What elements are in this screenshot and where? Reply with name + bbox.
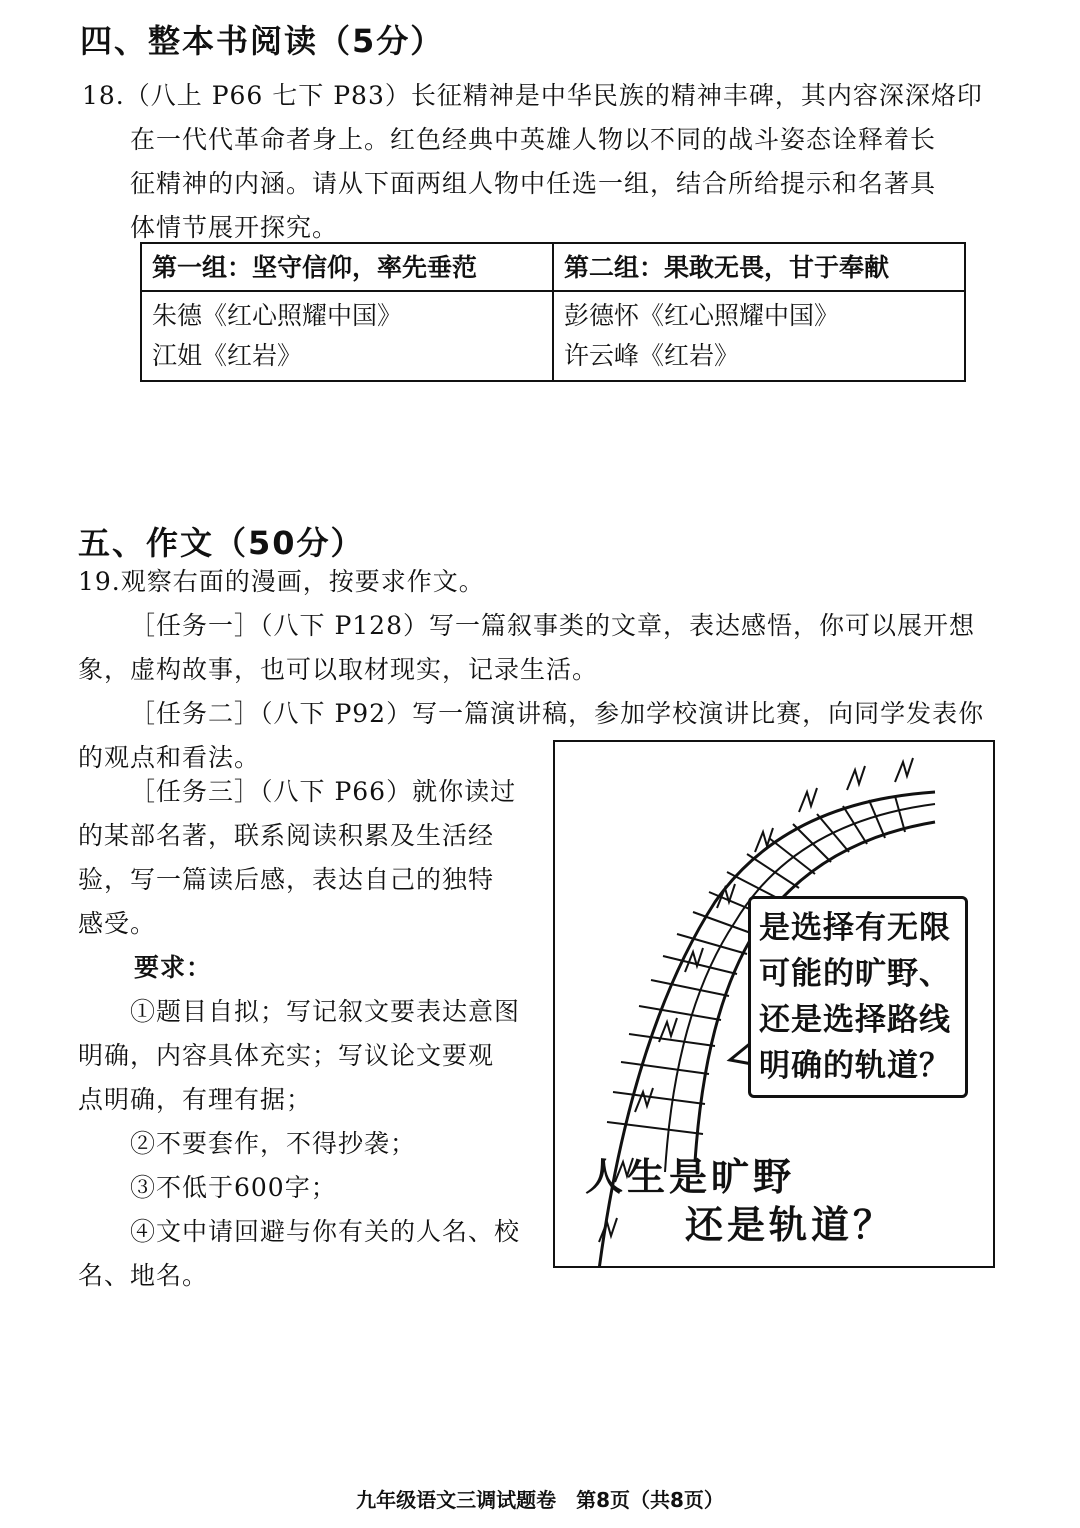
character-groups-table: [140, 242, 966, 382]
requirement-4: 名、地名。: [78, 1261, 209, 1290]
group1-item: 朱德《红心照耀中国》: [152, 301, 403, 330]
bubble-line: 可能的旷野、: [759, 956, 951, 992]
group1-header: 第一组：坚守信仰，率先垂范: [141, 243, 553, 291]
q18-line: 18.（八上 P66 七下 P83）长征精神是中华民族的精神丰碑，其内容深深烙印: [82, 81, 983, 110]
task3-line: 的某部名著，联系阅读积累及生活经: [78, 821, 495, 850]
group2-header: 第二组：果敢无畏，甘于奉献: [553, 243, 965, 291]
requirement-1: 明确，内容具体充实；写议论文要观: [78, 1041, 495, 1070]
task3-line: ［任务三］（八下 P66）就你读过: [130, 777, 517, 806]
task1-line: ［任务一］（八下 P128）写一篇叙事类的文章，表达感悟，你可以展开想: [130, 611, 975, 640]
bubble-line: 还是选择路线: [759, 1002, 951, 1038]
cartoon-caption-line1: 人生是旷野: [585, 1155, 796, 1199]
requirement-3: ③不低于600字；: [130, 1173, 337, 1202]
section4-heading: 四、整本书阅读（5分）: [80, 22, 445, 60]
requirement-1: ①题目自拟；写记叙文要表达意图: [130, 997, 521, 1026]
cartoon-caption-line2: 还是轨道？: [685, 1203, 896, 1247]
q18-line: 体情节展开探究。: [130, 213, 339, 242]
group2-item: 彭德怀《红心照耀中国》: [564, 301, 840, 330]
task2-line: ［任务二］（八下 P92）写一篇演讲稿，参加学校演讲比赛，向同学发表你: [130, 699, 985, 728]
q18-line: 征精神的内涵。请从下面两组人物中任选一组，结合所给提示和名著具: [130, 169, 937, 198]
requirement-2: ②不要套作，不得抄袭；: [130, 1129, 417, 1158]
section5-heading: 五、作文（50分）: [78, 524, 365, 562]
requirement-4: ④文中请回避与你有关的人名、校: [130, 1217, 521, 1246]
task2-line: 的观点和看法。: [78, 743, 261, 772]
speech-bubble: [748, 896, 968, 1098]
requirement-1: 点明确，有理有据；: [78, 1085, 313, 1114]
group1-items: [141, 291, 553, 381]
page-footer: 九年级语文三调试题卷 第8页（共8页）: [356, 1488, 724, 1512]
group1-item: 江姐《红岩》: [152, 341, 303, 370]
cartoon-panel: [553, 740, 995, 1268]
question-18: [82, 74, 997, 250]
bubble-line: 是选择有无限: [759, 910, 951, 946]
group2-items: [553, 291, 965, 381]
q19-intro: 19.观察右面的漫画，按要求作文。: [78, 567, 485, 596]
composition-requirements: [78, 770, 528, 1298]
bubble-line: 明确的轨道？: [759, 1048, 951, 1084]
requirements-title: 要求：: [134, 953, 213, 982]
task3-line: 感受。: [78, 909, 157, 938]
task3-line: 验，写一篇读后感，表达自己的独特: [78, 865, 495, 894]
group2-item: 许云峰《红岩》: [564, 341, 740, 370]
q18-line: 在一代代革命者身上。红色经典中英雄人物以不同的战斗姿态诠释着长: [130, 125, 937, 154]
task1-line: 象，虚构故事，也可以取材现实，记录生活。: [78, 655, 599, 684]
